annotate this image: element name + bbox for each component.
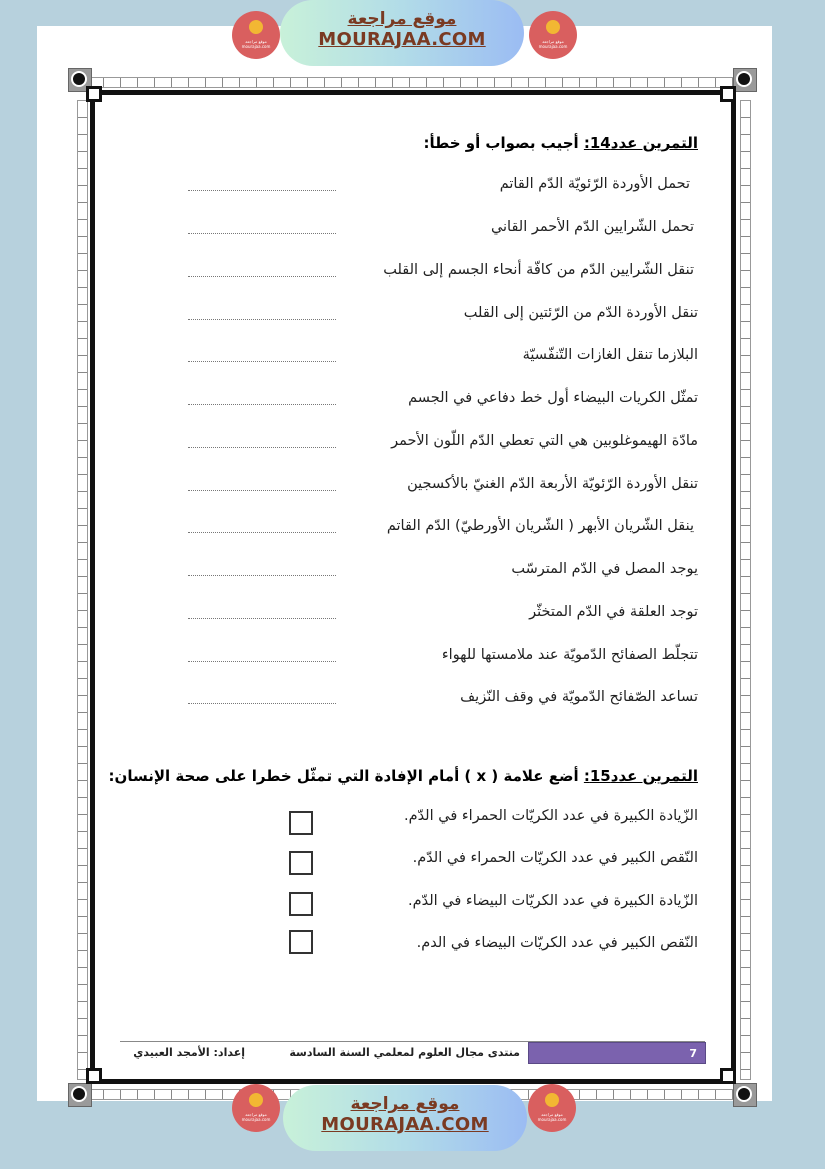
border-left-strip	[77, 100, 88, 1080]
logo-icon	[546, 20, 560, 34]
answer-blank[interactable]	[188, 233, 336, 234]
true-false-item	[188, 561, 698, 587]
statement: تمثّل الكريات البيضاء أول خط دفاعي في الجسم	[408, 390, 698, 406]
corner-step	[720, 1068, 736, 1084]
exercise-14-label: التمرين عدد14:	[583, 134, 698, 152]
option-item	[278, 808, 698, 834]
exercise-15-instruction: أضع علامة ( x ) أمام الإفادة التي تمثّل خطرا على صحة الإنسان:	[108, 767, 579, 785]
watermark-logo-top-left: موقع مراجعة mourajaa.com	[232, 11, 280, 59]
option-item	[278, 850, 698, 876]
statement: تحمل الشّرايين الدّم الأحمر القاني	[490, 219, 694, 235]
footer-forum: منتدى مجال العلوم لمعلمي السنة السادسة	[289, 1046, 520, 1059]
watermark-banner-top[interactable]	[280, 0, 524, 66]
exercise-14-instruction: أجيب بصواب أو خطأ:	[423, 134, 579, 152]
watermark-logo-top-right: موقع مراجعة mourajaa.com	[529, 11, 577, 59]
logo-icon	[249, 1093, 263, 1107]
true-false-item	[188, 518, 698, 544]
statement: ينقل الشّريان الأبهر ( الشّريان الأورطيّ) الدّم القاتم	[386, 518, 694, 534]
true-false-item	[188, 347, 698, 373]
answer-blank[interactable]	[188, 575, 336, 576]
corner-step	[720, 86, 736, 102]
border-top-line	[100, 90, 726, 95]
watermark-arabic: موقع مراجعة	[350, 1094, 460, 1114]
option-item	[278, 893, 698, 919]
corner-ornament-bottom-right	[733, 1083, 757, 1107]
watermark-logo-bottom-right: موقع مراجعة mourajaa.com	[528, 1084, 576, 1132]
watermark-latin: MOURAJAA.COM	[318, 29, 486, 50]
statement: تساعد الصّفائح الدّمويّة في وقف النّزيف	[460, 689, 698, 705]
watermark-banner-bottom[interactable]	[283, 1085, 527, 1151]
exercise-15-title	[109, 767, 698, 785]
corner-step	[86, 86, 102, 102]
option-checkbox[interactable]	[289, 892, 313, 916]
option-text: النّقص الكبير في عدد الكريّات البيضاء في الدم.	[416, 935, 698, 951]
corner-ornament-top-right	[733, 68, 757, 92]
true-false-item	[188, 305, 698, 331]
answer-blank[interactable]	[188, 319, 336, 320]
true-false-item	[188, 647, 698, 673]
true-false-item	[188, 604, 698, 630]
option-item	[278, 935, 698, 961]
statement: مادّة الهيموغلوبين هي التي تعطي الدّم اللّون الأحمر	[391, 433, 698, 449]
statement: تنقل الأوردة الدّم من الرّئتين إلى القلب	[463, 305, 698, 321]
border-right-strip	[740, 100, 751, 1080]
true-false-item	[188, 476, 698, 502]
statement: تنقل الشّرايين الدّم من كافّة أنحاء الجسم إلى القلب	[383, 262, 694, 278]
statement: تتجلّط الصفائح الدّمويّة عند ملامستها للهواء	[441, 647, 698, 663]
answer-blank[interactable]	[188, 404, 336, 405]
true-false-item	[188, 390, 698, 416]
corner-ornament-bottom-left	[68, 1083, 92, 1107]
true-false-item	[188, 219, 698, 245]
statement: يوجد المصل في الدّم المترسّب	[511, 561, 698, 577]
option-text: الزّيادة الكبيرة في عدد الكريّات البيضاء في الدّم.	[408, 893, 698, 909]
watermark-arabic: موقع مراجعة	[347, 9, 457, 29]
answer-blank[interactable]	[188, 532, 336, 533]
true-false-item	[188, 433, 698, 459]
answer-blank[interactable]	[188, 361, 336, 362]
option-text: الزّيادة الكبيرة في عدد الكريّات الحمراء في الدّم.	[403, 808, 698, 824]
answer-blank[interactable]	[188, 276, 336, 277]
logo-icon	[545, 1093, 559, 1107]
true-false-item	[188, 689, 698, 715]
footer-author: إعداد: الأمجد العبيدي	[133, 1046, 245, 1059]
option-checkbox[interactable]	[289, 811, 313, 835]
border-left-line	[90, 100, 95, 1078]
option-checkbox[interactable]	[289, 930, 313, 954]
border-top-strip	[86, 77, 738, 88]
option-checkbox[interactable]	[289, 851, 313, 875]
watermark-logo-bottom-left: موقع مراجعة mourajaa.com	[232, 1084, 280, 1132]
page-number: 7	[689, 1047, 697, 1060]
true-false-item	[188, 176, 698, 202]
true-false-item	[188, 262, 698, 288]
option-text: النّقص الكبير في عدد الكريّات الحمراء في الدّم.	[412, 850, 698, 866]
page-number-bar	[528, 1042, 706, 1064]
watermark-latin: MOURAJAA.COM	[321, 1114, 489, 1135]
border-right-line	[731, 100, 736, 1078]
logo-icon	[249, 20, 263, 34]
statement: تنقل الأوردة الرّئويّة الأربعة الدّم الغنيّ بالأكسجين	[407, 476, 698, 492]
answer-blank[interactable]	[188, 661, 336, 662]
answer-blank[interactable]	[188, 490, 336, 491]
statement: توجد العلقة في الدّم المتخثّر	[529, 604, 698, 620]
answer-blank[interactable]	[188, 703, 336, 704]
answer-blank[interactable]	[188, 618, 336, 619]
exercise-15-label: التمرين عدد15:	[583, 767, 698, 785]
answer-blank[interactable]	[188, 190, 336, 191]
answer-blank[interactable]	[188, 447, 336, 448]
corner-step	[86, 1068, 102, 1084]
exercise-14-title	[423, 134, 698, 152]
border-bottom-line	[100, 1079, 726, 1084]
statement: البلازما تنقل الغازات التّنفّسيّة	[522, 347, 698, 363]
statement: تحمل الأوردة الرّئويّة الدّم القاتم	[499, 176, 690, 192]
